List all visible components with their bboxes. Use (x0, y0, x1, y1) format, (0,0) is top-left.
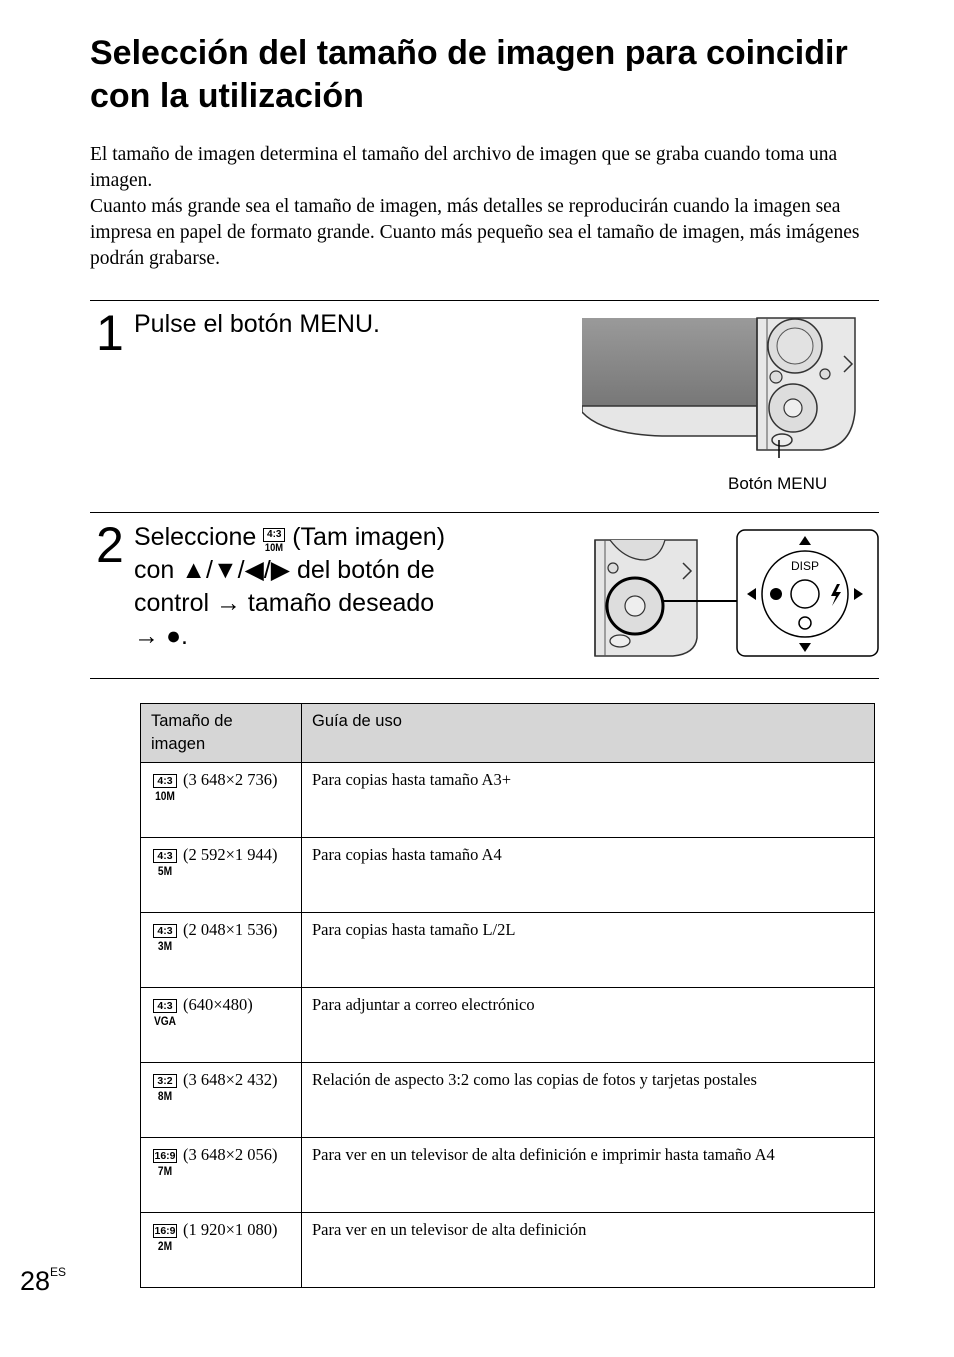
image-size-cell (141, 988, 302, 1063)
step-2-text (134, 521, 534, 653)
megapixel-label: VGA (153, 1014, 177, 1028)
table-row (141, 1063, 875, 1138)
megapixel-label: 5M (157, 864, 173, 878)
step-divider (90, 678, 879, 679)
ratio-label: 4:3 (263, 528, 285, 542)
megapixel-label: 2M (157, 1239, 173, 1253)
image-size-icon (152, 849, 178, 878)
intro-paragraph-1: El tamaño de imagen determina el tamaño del archivo de imagen que se graba cuando toma una imagen. (90, 144, 838, 191)
usage-guide-cell: Para ver en un televisor de alta definición (302, 1213, 875, 1288)
resolution-text: (2 048×1 536) (183, 920, 278, 939)
resolution-text: (3 648×2 056) (183, 1145, 278, 1164)
megapixel-label: 3M (157, 939, 173, 953)
intro-text (90, 142, 890, 272)
table-row (141, 838, 875, 913)
image-size-cell (141, 1063, 302, 1138)
table-row (141, 913, 875, 988)
intro-paragraph-2: Cuanto más grande sea el tamaño de imagen, más detalles se reproducirán cuando la imagen sea impresa en papel de formato grande. Cuanto más pequeño sea el tamaño de imagen, más imágenes podrán grabarse. (90, 196, 860, 269)
megapixel-label: 10M (265, 542, 284, 554)
step-2-line-2: con ▲/▼/◀/▶ del botón de (134, 556, 435, 584)
image-size-table (140, 703, 875, 1288)
ratio-label: 4:3 (153, 924, 177, 938)
page-number-suffix: ES (50, 1265, 67, 1279)
ratio-label: 3:2 (153, 1074, 177, 1088)
table-row (141, 1213, 875, 1288)
megapixel-label: 10M (155, 789, 175, 803)
image-size-icon (152, 1149, 178, 1178)
usage-guide-cell: Para adjuntar a correo electrónico (302, 988, 875, 1063)
step-divider (90, 512, 879, 513)
ratio-label: 4:3 (153, 999, 177, 1013)
step-1-number: 1 (96, 305, 124, 361)
image-size-icon (152, 924, 178, 953)
step-2-number: 2 (96, 517, 124, 573)
usage-guide-cell: Para copias hasta tamaño A4 (302, 838, 875, 913)
image-size-icon (263, 528, 285, 554)
image-size-icon (152, 999, 178, 1028)
usage-guide-cell: Para ver en un televisor de alta definición e imprimir hasta tamaño A4 (302, 1138, 875, 1213)
megapixel-label: 8M (157, 1089, 173, 1103)
ratio-label: 16:9 (154, 1225, 176, 1237)
usage-guide-cell: Para copias hasta tamaño L/2L (302, 913, 875, 988)
image-size-icon (152, 1074, 178, 1103)
megapixel-label: 7M (157, 1164, 173, 1178)
image-size-cell (141, 763, 302, 838)
table-row (141, 1138, 875, 1213)
step-1-text: Pulse el botón MENU. (134, 310, 380, 338)
step-2-text-b: (Tam imagen) (292, 523, 446, 551)
page-number-value: 28 (20, 1266, 51, 1296)
header-usage-guide: Guía de uso (302, 704, 875, 763)
table-row (141, 763, 875, 838)
ratio-label: 16:9 (154, 1150, 176, 1162)
usage-guide-cell: Relación de aspecto 3:2 como las copias de fotos y tarjetas postales (302, 1063, 875, 1138)
image-size-cell (141, 838, 302, 913)
control-button-illustration (555, 528, 881, 658)
image-size-cell (141, 1213, 302, 1288)
table-header-row (141, 704, 875, 763)
header-image-size: Tamaño de imagen (141, 704, 302, 763)
step-divider (90, 300, 879, 301)
image-size-cell (141, 913, 302, 988)
step-2-text-a: Seleccione (134, 523, 257, 551)
page-title: Selección del tamaño de imagen para coincidir con la utilización (90, 34, 848, 115)
step-2-line-4: → ●. (134, 622, 188, 650)
camera-back-illustration (582, 316, 858, 458)
page-number (20, 1265, 66, 1297)
resolution-text: (3 648×2 736) (183, 770, 278, 789)
image-size-icon (152, 774, 178, 803)
step-2-line-3: control → tamaño deseado (134, 589, 435, 617)
disp-label: DISP (790, 559, 820, 573)
ratio-label: 4:3 (153, 849, 177, 863)
resolution-text: (1 920×1 080) (183, 1220, 278, 1239)
ratio-label: 4:3 (153, 774, 177, 788)
usage-guide-cell: Para copias hasta tamaño A3+ (302, 763, 875, 838)
resolution-text: (640×480) (183, 995, 253, 1014)
resolution-text: (3 648×2 432) (183, 1070, 278, 1089)
menu-button-caption: Botón MENU (728, 474, 828, 493)
table-row (141, 988, 875, 1063)
image-size-cell (141, 1138, 302, 1213)
image-size-icon (152, 1224, 178, 1253)
resolution-text: (2 592×1 944) (183, 845, 278, 864)
